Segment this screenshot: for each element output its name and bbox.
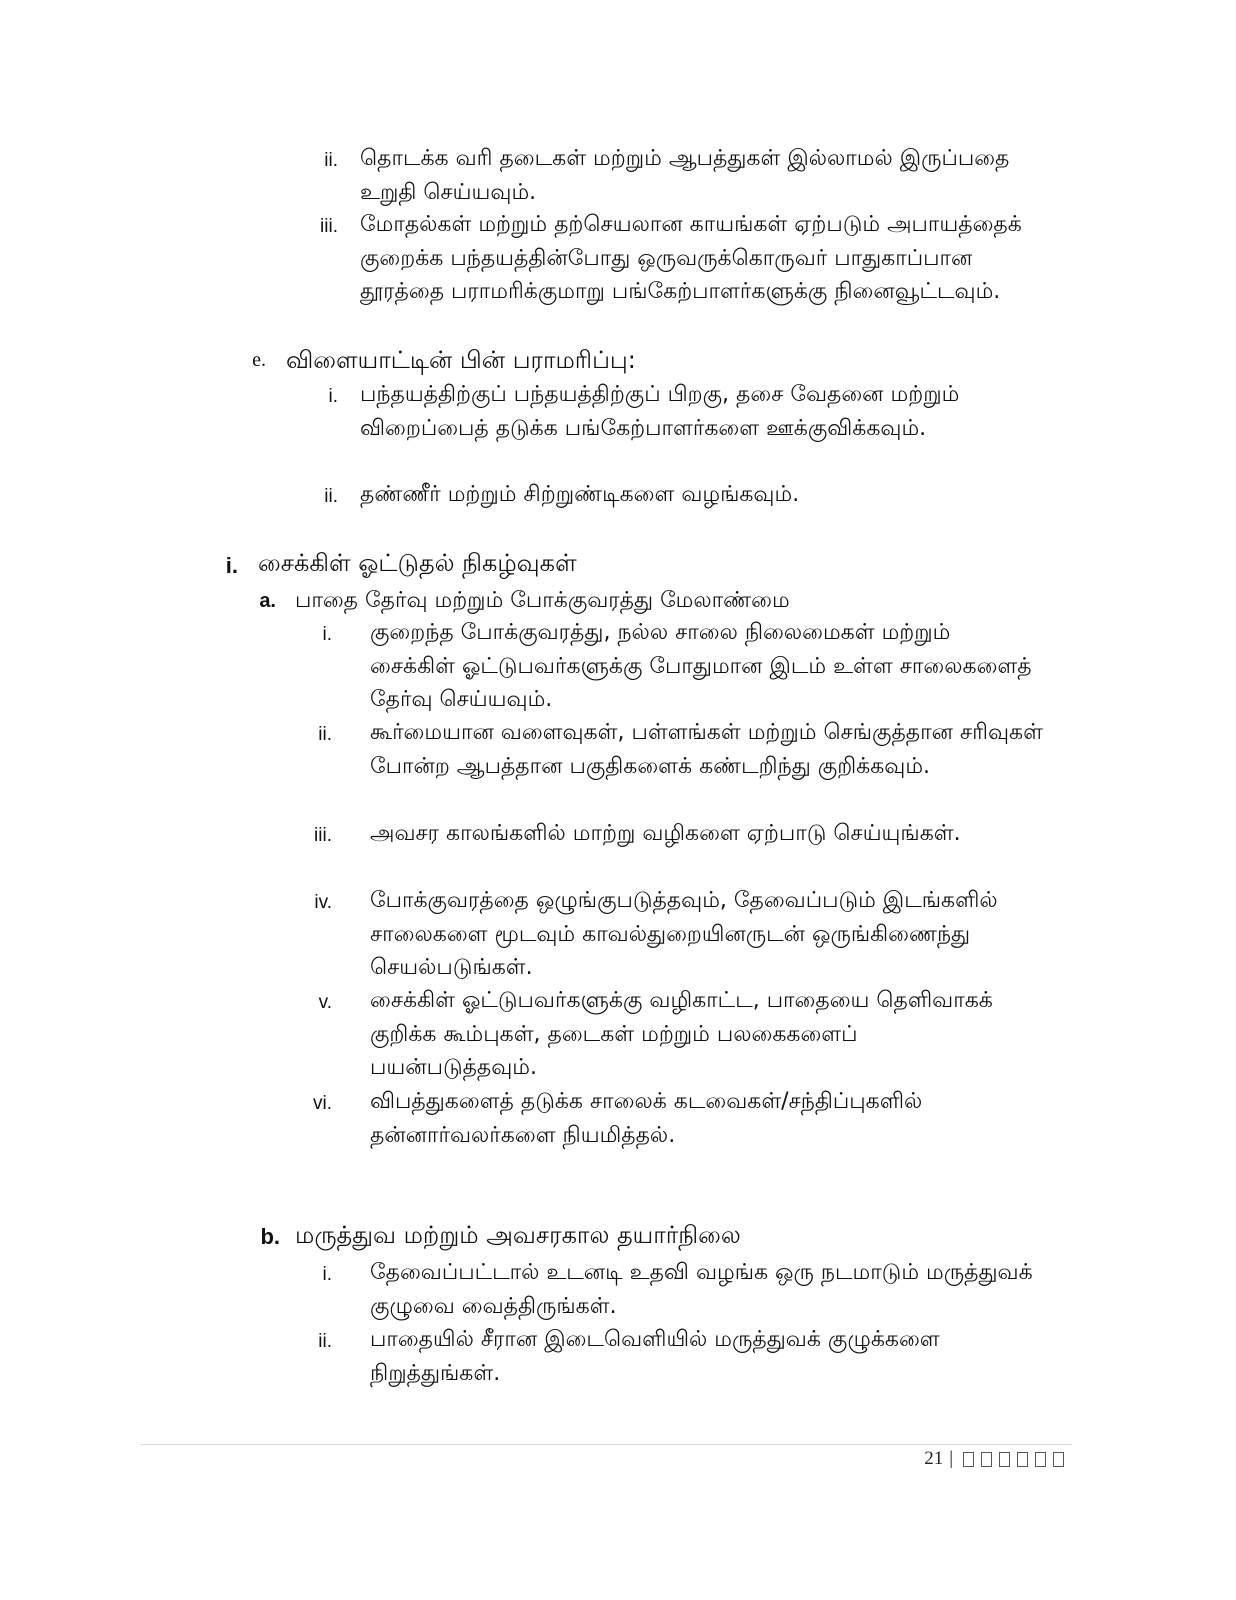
list-marker: v. — [318, 992, 332, 1013]
list-marker: vi. — [313, 1093, 332, 1114]
list-text: விபத்துகளைத் தடுக்க சாலைக் கடவைகள்/சந்திப்புகளில் தன்னார்வலர்களை நியமித்தல். — [370, 1089, 923, 1148]
list-text: தொடக்க வரி தடைகள் மற்றும் ஆபத்துகள் இல்லாமல் இருப்பதை உறுதி செய்யவும். — [360, 146, 1010, 205]
list-text: போக்குவரத்தை ஒழுங்குபடுத்தவும், தேவைப்படும் இடங்களில் சாலைகளை மூடவும் காவல்துறையினருடன் ஒருங்கிணைந்து செயல்படுங்கள். — [370, 888, 998, 980]
list-marker: iii. — [314, 825, 332, 846]
footer-divider — [140, 1444, 1072, 1445]
section-marker: i. — [225, 553, 238, 578]
list-text: குறைந்த போக்குவரத்து, நல்ல சாலை நிலைமைகள் மற்றும் சைக்கிள் ஓட்டுபவர்களுக்கு போதுமான இடம் உள்ள சாலைகளைத் தேர்வு செய்யவும். — [370, 620, 1032, 712]
page-footer — [924, 1448, 1064, 1470]
subsection-marker: b. — [260, 1224, 280, 1249]
list-text: விளையாட்டின் பின் பராமரிப்பு: — [286, 346, 636, 374]
subsection-title: மருத்துவ மற்றும் அவசரகால தயார்நிலை — [295, 1221, 741, 1249]
list-marker: iv. — [314, 892, 332, 913]
list-marker: i. — [322, 624, 332, 645]
list-text: தண்ணீர் மற்றும் சிற்றுண்டிகளை வழங்கவும். — [360, 482, 800, 507]
list-marker: ii. — [318, 1331, 332, 1352]
list-text: பந்தயத்திற்குப் பந்தயத்திற்குப் பிறகு, தசை வேதனை மற்றும் விறைப்பைத் தடுக்க பங்கேற்பாளர்களை ஊக்குவிக்கவும். — [360, 382, 960, 441]
missing-glyph-box — [1017, 1452, 1028, 1467]
missing-glyph-box — [999, 1452, 1010, 1467]
list-marker: ii. — [318, 724, 332, 745]
missing-glyph-box — [1053, 1452, 1064, 1467]
list-text: தேவைப்பட்டால் உடனடி உதவி வழங்க ஒரு நடமாடும் மருத்துவக் குழுவை வைத்திருங்கள். — [370, 1260, 1033, 1319]
subsection-title: பாதை தேர்வு மற்றும் போக்குவரத்து மேலாண்மை — [295, 588, 790, 613]
subsection-marker: a. — [259, 590, 276, 612]
list-text: அவசர காலங்களில் மாற்று வழிகளை ஏற்பாடு செய்யுங்கள். — [370, 821, 961, 846]
list-marker: ii. — [324, 486, 338, 507]
missing-glyph-box — [981, 1452, 992, 1467]
footer-separator: | — [949, 1448, 953, 1469]
missing-glyph-box — [1035, 1452, 1046, 1467]
list-marker: i. — [322, 1264, 332, 1285]
list-marker: i. — [328, 386, 338, 407]
page-number: 21 — [924, 1448, 944, 1469]
list-marker: iii. — [320, 216, 338, 237]
section-title: சைக்கிள் ஓட்டுதல் நிகழ்வுகள் — [258, 549, 577, 577]
list-text: சைக்கிள் ஓட்டுபவர்களுக்கு வழிகாட்ட, பாதையை தெளிவாகக் குறிக்க கூம்புகள், தடைகள் மற்றும் பலகைகளைப் பயன்படுத்தவும். — [370, 988, 993, 1080]
list-marker: ii. — [324, 150, 338, 171]
missing-glyph-box — [963, 1452, 974, 1467]
list-text: மோதல்கள் மற்றும் தற்செயலான காயங்கள் ஏற்படும் அபாயத்தைக் குறைக்க பந்தயத்தின்போது ஒருவருக்கொருவர் பாதுகாப்பான தூரத்தை பராமரிக்குமாறு பங்கேற்பாளர்களுக்கு நினைவூட்டவும். — [360, 212, 1022, 304]
missing-glyph-placeholders — [963, 1452, 1064, 1467]
list-text: கூர்மையான வளைவுகள், பள்ளங்கள் மற்றும் செங்குத்தான சரிவுகள் போன்ற ஆபத்தான பகுதிகளைக் கண்டறிந்து குறிக்கவும். — [370, 720, 1043, 779]
list-text: பாதையில் சீரான இடைவெளியில் மருத்துவக் குழுக்களை நிறுத்துங்கள். — [370, 1327, 940, 1386]
list-marker: e. — [252, 349, 266, 371]
